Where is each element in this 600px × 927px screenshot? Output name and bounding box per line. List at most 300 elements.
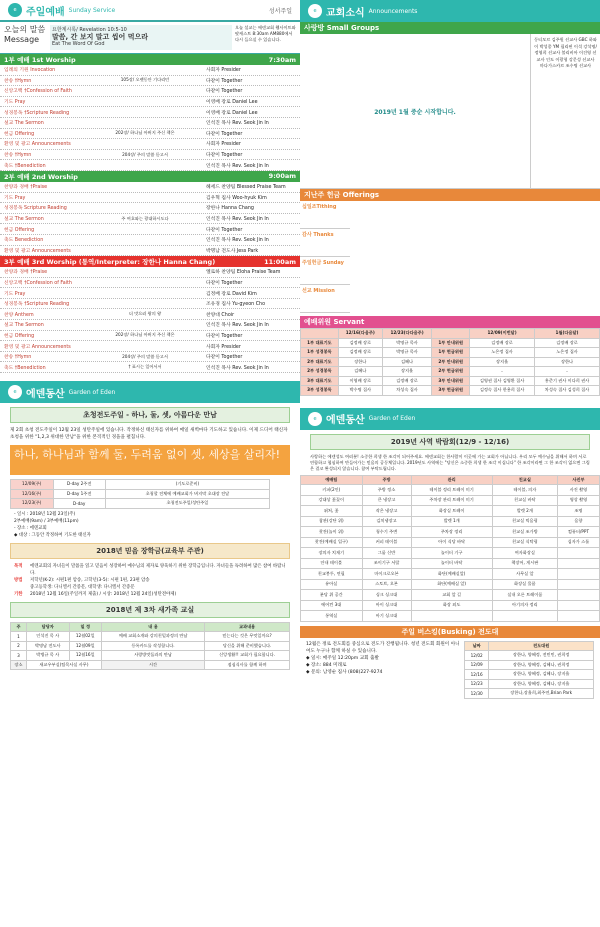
busking-paragraph: 12월은 정로 전도회를 중심으로 전도가 진행됩니다. 청년 전도회 회원이 아니여도 누구나 함께 하실 수 있습니다. <box>306 641 460 654</box>
newfamily-foot: 장소 <box>11 660 27 670</box>
order-cell: 축도 †Benediction <box>4 365 46 371</box>
invite-banner: 하나, 하나님과 함께 둘, 두려움 없이 셋, 세상을 살리자! <box>10 445 290 475</box>
newfamily-head: 주 <box>11 622 27 632</box>
table-cell: 화단(예배실앞) <box>411 569 492 580</box>
order-cell: 김우혁 집사 Woo-hyuk Kim <box>206 195 267 201</box>
table-cell: 12/16 <box>465 670 489 680</box>
bazaar-head: 예배팀 <box>301 475 363 485</box>
table-cell: 테이블 정리 트레이 미기 <box>411 485 492 496</box>
message-content <box>50 25 232 50</box>
eden-title: 에덴동산 <box>26 388 65 400</box>
table-cell: 박명규 목사 <box>382 348 432 358</box>
order-cell: 인석진 목사 Rev. Seok Jin In <box>206 365 269 371</box>
order-row <box>0 352 300 363</box>
eden-header-left <box>0 381 300 403</box>
order-row <box>0 214 300 225</box>
newfamily-head: 내 용 <box>101 622 204 632</box>
table-cell: 초청전도주일/성탄주일 <box>105 499 269 509</box>
table-cell: 강대상 꽃꽂이 <box>301 495 363 506</box>
table-cell: 컴퓨터/PPT <box>557 527 599 538</box>
order-cell: 조유경 집사 Yu-gyeon Cho <box>206 302 266 308</box>
table-cell: 김정숙 집사 한용희 집사 <box>470 386 535 396</box>
scholarship-item <box>0 577 300 584</box>
table-cell: 12/16(주) <box>11 489 54 499</box>
offering-label: 선교 Mission <box>300 285 350 313</box>
table-cell: 김정배 장로 <box>338 338 382 348</box>
order-cell: 환영 및 광고 Announcements <box>4 248 71 254</box>
order-cell: 인석진 목사 Rev. Seok Jin In <box>206 238 269 244</box>
table-cell: 영상 촬영 <box>557 495 599 506</box>
busking-row <box>465 651 594 661</box>
table-cell: 놀이터 바닥 <box>411 558 492 569</box>
bazaar-row <box>301 600 600 611</box>
newfamily-head: 일 정 <box>69 622 101 632</box>
servant-head: 12/16(다음주) <box>338 329 382 339</box>
schedule-row <box>11 480 270 490</box>
busking-head: 전도대원 <box>489 641 594 651</box>
table-cell <box>492 611 557 622</box>
scholarship-label: 방법 <box>14 577 23 583</box>
table-cell <box>557 611 599 622</box>
order-cell: 설교 The Sermon <box>4 121 44 127</box>
page-title: 주일예배 <box>26 6 65 18</box>
servant-row <box>301 386 600 396</box>
scholarship-text: 2018년 12월 16일(주일까지 제출) / 시상: 2018년 12월 24일(성탄전야제) <box>30 591 177 597</box>
table-cell: 등록카드를 작성합니다. <box>101 641 204 651</box>
table-cell: 여자화장실 <box>492 548 557 559</box>
scholarship-title: 2018년 믿음 장학금(교육부 주관) <box>10 543 290 559</box>
order-cell: 입례의 기원 Invocation <box>4 68 56 74</box>
order-cell: 202장/ 하나님 아버지 주신 책은 <box>115 332 175 338</box>
table-cell: 12/23 <box>465 679 489 689</box>
table-cell: (기도로준비) <box>105 480 269 490</box>
worship2-list <box>0 182 300 256</box>
table-cell: 2부 헌금위원 <box>432 367 470 377</box>
table-cell: 스토브, 오븐 <box>362 579 411 590</box>
message-en: Eat The Word Of God <box>52 41 105 47</box>
bazaar-row <box>301 516 600 527</box>
table-cell: 박명남 전도사 <box>26 641 69 651</box>
order-cell: 설교 The Sermon <box>4 217 44 223</box>
offering-label: 감사 Thanks <box>300 229 350 257</box>
order-cell: 인석진 목사 Rev. Seok Jin In <box>206 121 269 127</box>
table-cell: D-day <box>53 499 105 509</box>
scholarship-text: 저학년(K-2): 시편1편 암송, 고학년(3-5): 시편 1편, 23편 암송 <box>30 577 150 583</box>
order-cell: 환영 및 광고 Announcements <box>4 142 71 148</box>
table-cell: 이영배 장로 <box>338 376 382 386</box>
message-verse: 요한계시록/ Revelation 10:5-10 <box>52 27 127 33</box>
table-cell: 분당 위 공간 <box>301 590 363 601</box>
table-cell: 아기의자 정리 <box>492 600 557 611</box>
table-cell: 화단(예배실 앞) <box>411 579 492 590</box>
busking-row <box>465 689 594 699</box>
order-cell: 기도 Pray <box>4 100 26 106</box>
newfamily-row <box>11 632 290 642</box>
table-cell: 실내 오른 트레이룸 <box>492 590 557 601</box>
bazaar-row <box>301 611 600 622</box>
order-cell: 주 여호와는 광대하시도다 <box>121 215 169 221</box>
busking-title: 주일 버스킹(Busking) 전도대 <box>300 626 600 638</box>
servant-row <box>301 348 600 358</box>
table-cell: 12월09일 <box>69 641 101 651</box>
bazaar-row <box>301 558 600 569</box>
order-cell: 엘로하 찬양팀 Eloha Praise Team <box>206 270 281 276</box>
table-cell: 조이기구 서랍 <box>362 558 411 569</box>
order-cell: 찬양과 경배 †Praise <box>4 270 48 276</box>
servant-head <box>301 329 339 339</box>
table-cell: D-day 1주전 <box>53 489 105 499</box>
table-cell: 2 <box>11 641 27 651</box>
missionary-list: 동티모르 김주원 선교사 GBC 하와이 박성종 YM 필리핀 이석 강석명/정영희 선교사 볼리비아 이건영 선교사 인도 이광형 강문성 선교사 마다가스카르 조수명 선교사 <box>530 34 600 188</box>
eden-title: 에덴동산 <box>326 415 365 426</box>
eden-header-right <box>300 408 600 430</box>
busking-body <box>300 638 600 702</box>
table-cell: 초청할 전체에 예배교회가 버지막 초대장 전달 <box>105 489 269 499</box>
table-cell: 아이 식당 바닥 <box>411 537 492 548</box>
worship3-bar <box>0 256 300 267</box>
offering-label: 십일조Tithing <box>300 201 350 229</box>
bazaar-row <box>301 495 600 506</box>
table-cell: 차성숙 집사 <box>382 386 432 396</box>
servant-row <box>301 357 600 367</box>
table-cell: 신앙생활!! 교회가 필요합니다. <box>205 651 290 661</box>
table-cell: 12월02일 <box>69 632 101 642</box>
order-cell: 다같이 Together <box>206 89 243 95</box>
order-cell: 인석진 목사 Rev. Seok Jin In <box>206 163 269 169</box>
invite-notes <box>0 511 300 539</box>
table-cell: 김정배 장로 <box>535 338 600 348</box>
table-cell <box>557 600 599 611</box>
order-row <box>0 65 300 76</box>
order-cell: 찬양 Anthem <box>4 312 34 318</box>
scholarship-label <box>14 584 30 591</box>
table-cell: 청수기 주변 <box>362 527 411 538</box>
order-cell: 인석진 목사 Rev. Seok Jin In <box>206 323 269 329</box>
worship1-title: 1부 예배 1st Worship <box>4 56 76 64</box>
table-cell: 12월16일 <box>69 651 101 661</box>
table-cell: 장한나, 양혜정, 김혜나, 권희정 <box>489 660 594 670</box>
order-row <box>0 182 300 193</box>
table-cell: 12/30 <box>465 689 489 699</box>
order-cell: 축도 Benediction <box>4 238 44 244</box>
table-cell: 김영권 집사 김영환 집사 <box>470 376 535 386</box>
order-cell: 다같이 Together <box>206 280 243 286</box>
busking-row <box>465 670 594 680</box>
table-cell: 2부 성경봉독 <box>301 367 339 377</box>
table-cell: 에어컨 3대 <box>301 600 363 611</box>
table-cell: 퓌쳐, 꽃 <box>301 506 363 517</box>
order-cell: 더 맛으러 왕의 왕 <box>128 311 162 317</box>
newfamily-row <box>11 651 290 661</box>
table-cell: 교회 앞 길 <box>411 590 492 601</box>
table-cell <box>411 611 492 622</box>
table-cell: 큰 냉장고 <box>362 495 411 506</box>
table-cell: 친교실 믹음평 <box>492 516 557 527</box>
table-cell: 차성숙 집사 김성희 집사 <box>535 386 600 396</box>
order-cell: 기도 Pray <box>4 195 26 201</box>
table-cell: 마이크로오븐 <box>362 569 411 580</box>
order-cell: 다같이 Together <box>206 153 243 159</box>
worship2-time: 9:00am <box>268 172 296 181</box>
table-cell: 장한나, 양혜정, 김혜나, 장지율 <box>489 679 594 689</box>
order-row <box>0 224 300 235</box>
newfamily-foot: 시간 <box>101 660 204 670</box>
table-cell: 화장 외도 <box>411 600 492 611</box>
table-cell: 장지율 <box>470 357 535 367</box>
table-cell: 장한나, 양혜정, 김혜나, 장지율 <box>489 670 594 680</box>
order-cell: 신앙고백 †Confession of Faith <box>4 89 72 95</box>
table-cell: 음향 <box>557 516 599 527</box>
table-cell: 2부 안내위원 <box>432 357 470 367</box>
order-row <box>0 118 300 129</box>
table-cell: 장한나, 양혜정, 전민민, 권희정 <box>489 651 594 661</box>
table-cell: 1부 대표기도 <box>301 338 339 348</box>
bazaar-paragraph: 사랑하는 에덴성도 여러분! 소중한 희생 한 조각이 되어주세요. 에덴교회는 한사람이 이곳에 가는 교회가 아닙니다. 우리 모두 예수님을 위해서 하며 서로 연합하고 협심하여 만들어가는 믿음의 공동체입니다. 2019년도 사역에는 "당신은 소중한 희생 한 조각 이십니다" 한 조각이라면 그 한 조각이 없으면 그림은 결코 완성되지 않습니다. 참여 부탁드립니다. <box>310 453 590 471</box>
order-cell: 다같이 Together <box>206 78 243 84</box>
order-row <box>0 76 300 87</box>
order-cell: 202장/ 하나님 아버지 주신 책은 <box>115 130 175 136</box>
table-cell: 3 <box>11 651 27 661</box>
order-cell: 다같이 Together <box>206 227 243 233</box>
order-row <box>0 309 300 320</box>
order-cell: 축도 †Benediction <box>4 163 46 169</box>
small-groups-note: 2019년 1월 중순 시작합니다. <box>374 108 456 116</box>
order-row <box>0 203 300 214</box>
table-cell: 김정배 장로 <box>338 348 382 358</box>
table-cell: 12/09(주) <box>11 480 54 490</box>
newfamily-head: 담당자 <box>26 622 69 632</box>
table-cell: 친교실 식탁평 <box>492 537 557 548</box>
servant-head: 12/23(다다음주) <box>382 329 432 339</box>
scholarship-label: 목적 <box>14 563 23 569</box>
order-cell: 찬송 †Hymn <box>4 153 32 159</box>
table-cell: 인석진 목 사 <box>26 632 69 642</box>
table-cell: 싱크 싱크대 <box>362 590 411 601</box>
order-cell: 김정배 장로 David Kim <box>206 291 257 297</box>
page-subtitle: Sunday Service <box>68 6 116 14</box>
order-row <box>0 320 300 331</box>
offerings-title: 지난주 헌금 Offerings <box>300 189 600 201</box>
order-cell: † 표시는 일어서서 <box>128 364 162 370</box>
table-cell: 장지율 <box>382 367 432 377</box>
order-cell: 찬양대 Choir <box>206 312 235 318</box>
bazaar-row <box>301 590 600 601</box>
order-cell: 다같이 Together <box>206 333 243 339</box>
scholarship-item <box>0 591 300 598</box>
table-cell: 커피 테이블 <box>362 537 411 548</box>
table-cell: 십자가 스톨 <box>557 537 599 548</box>
worship2-title: 2부 예배 2nd Worship <box>4 172 78 181</box>
table-cell: 1부 안내위원 <box>432 338 470 348</box>
order-cell: 헌금 Offering <box>4 227 35 233</box>
order-row <box>0 193 300 204</box>
table-cell: 안내 테이블 <box>301 558 363 569</box>
order-cell: 환영 및 광고 Announcements <box>4 344 71 350</box>
table-cell: 놀이터 기구 <box>411 548 492 559</box>
small-groups-body <box>300 34 600 189</box>
message-label: 오늘의 말씀 Message <box>4 25 46 44</box>
worship3-list <box>0 267 300 373</box>
order-row <box>0 150 300 161</box>
table-cell: 노은정 집사 <box>535 348 600 358</box>
order-cell: 기도 Pray <box>4 291 26 297</box>
table-cell: 믿는다는 것은 무엇일까요? <box>205 632 290 642</box>
eden-logo-icon: e <box>8 3 22 17</box>
newfamily-foot: 점심식사를 함께 하며 <box>205 660 290 670</box>
table-cell: 통역실 <box>301 611 363 622</box>
table-cell: 예배 교회소개와 강의친밀과정의 만남 <box>101 632 204 642</box>
announcements-header <box>300 0 600 22</box>
order-row <box>0 160 300 171</box>
table-cell: 아이 싱크대 <box>362 600 411 611</box>
eden-logo-icon: e <box>308 4 322 18</box>
worship1-bar <box>0 54 300 65</box>
order-cell: 성경봉독 †Scripture Reading <box>4 110 70 116</box>
table-cell: 12/02 <box>465 651 489 661</box>
order-cell: 찬송 †Hymn <box>4 78 32 84</box>
scholarship-list <box>0 563 300 598</box>
order-cell: 헤세드 찬양팀 Blessed Praise Team <box>206 185 286 191</box>
table-cell: 박수명 집사 <box>338 386 382 396</box>
table-cell: 주방 정소 <box>362 485 411 496</box>
order-cell: 장한나 Hanna Chang <box>206 206 254 212</box>
order-cell: 204장/ 주의 말씀 듣고서 <box>122 353 168 359</box>
table-cell: 홍준기 권사 이다희 권사 <box>535 376 600 386</box>
order-cell: 찬양과 경배 †Praise <box>4 185 48 191</box>
table-cell: - <box>535 367 600 377</box>
order-row <box>0 86 300 97</box>
bazaar-row <box>301 548 600 559</box>
bazaar-head: 사진부 <box>557 475 599 485</box>
newfamily-head: 교과내용 <box>205 622 290 632</box>
table-cell: 찻잔(놀이 위) <box>301 527 363 538</box>
worship2-bar <box>0 171 300 182</box>
table-cell: 3부 성경봉독 <box>301 386 339 396</box>
table-cell: 3부 헌금위원 <box>432 386 470 396</box>
bazaar-head: 주방 <box>362 475 411 485</box>
bazaar-row <box>301 579 600 590</box>
worship3-title: 3부 예배 3rd Worship (통역/Interpreter: 장한나 Hanna Chang) <box>4 258 216 267</box>
table-cell <box>557 569 599 580</box>
table-cell: 장의자 치재기 <box>301 548 363 559</box>
order-cell: 204장/ 주의 말씀 듣고서 <box>122 151 168 157</box>
servant-head: 1월(다음달) <box>535 329 600 339</box>
bazaar-row <box>301 537 600 548</box>
right-column <box>300 0 600 927</box>
sunday-service-header <box>0 0 300 22</box>
eden-subtitle: Garden of Eden <box>68 388 116 396</box>
table-cell: 12/09 <box>465 660 489 670</box>
scholarship-text: 중고등학생: 다니엘서 간증문, 대학생: 다니엘서 간증문 <box>30 584 135 590</box>
order-cell: 105장/ 오랫동안 기다리던 <box>120 77 170 83</box>
table-cell: 사진 촬영 <box>557 485 599 496</box>
order-cell: 신앙고백 †Confession of Faith <box>4 280 72 286</box>
order-cell: 다같이 Together <box>206 355 243 361</box>
order-row <box>0 288 300 299</box>
order-row <box>0 97 300 108</box>
order-cell: 이영배 장로 Daniel Lee <box>206 110 258 116</box>
table-cell: 조명 <box>557 506 599 517</box>
worship1-list <box>0 65 300 171</box>
order-cell: 다같이 Together <box>206 131 243 137</box>
table-cell: 발렛 2개 <box>492 506 557 517</box>
small-groups-title: 사랑방 Small Groups <box>300 22 600 34</box>
table-cell: 주차장 정리 <box>411 527 492 538</box>
table-cell: 김정배 장로 <box>382 376 432 386</box>
order-row <box>0 107 300 118</box>
table-cell: 찻잔(예배실 입구) <box>301 537 363 548</box>
busking-item: ◆ 장소: 884 미래로 <box>306 662 347 668</box>
table-cell: 3부 대표기도 <box>301 376 339 386</box>
order-cell: 설교 The Sermon <box>4 323 44 329</box>
order-cell: 박명남 전도사 Jess Park <box>206 248 259 254</box>
scholarship-item <box>0 563 300 577</box>
table-cell: 노은정 집사 <box>470 348 535 358</box>
table-cell: 책장어, 게시판 <box>492 558 557 569</box>
order-row <box>0 267 300 278</box>
order-cell: 성경봉독 †Scripture Reading <box>4 302 70 308</box>
order-row <box>0 299 300 310</box>
sunday-label: 성서주일 <box>268 7 292 15</box>
table-cell: 키퍼(2인) <box>301 485 363 496</box>
invite-title: 초청전도주일 - 하나, 둘, 셋, 아름다운 만남 <box>10 407 290 423</box>
announcements-title: 교회소식 <box>326 7 365 19</box>
table-cell: 아기 싱크대 <box>362 611 411 622</box>
servant-row <box>301 338 600 348</box>
table-cell: 화장실 트레이 <box>411 506 492 517</box>
bazaar-row <box>301 527 600 538</box>
scholarship-text: 에덴교회의 자녀들이 말씀을 읽고 믿음이 성장하여 예수님의 제자로 양육하기 위한 장학금입니다. 자녀들을 독려하여 많은 참여 바랍니다. <box>30 563 286 576</box>
table-cell: 사랑방맛돌과의 만남 <box>101 651 204 661</box>
order-row <box>0 362 300 373</box>
busking-item: ◆ 문의: 남영순 집사 (808)227-9274 <box>306 669 383 675</box>
table-cell: 참관(강단 위) <box>301 516 363 527</box>
table-cell: 12/23(주) <box>11 499 54 509</box>
table-cell: 김치냉장고 <box>362 516 411 527</box>
table-cell: 유아실 <box>301 579 363 590</box>
servant-row <box>301 376 600 386</box>
order-cell: 성경봉독 Scripture Reading <box>4 206 67 212</box>
table-cell: 박병규 목 사 <box>26 651 69 661</box>
order-row <box>0 278 300 289</box>
busking-table <box>464 641 594 699</box>
newfamily-title: 2018년 제 3차 새가족 교실 <box>10 602 290 618</box>
order-cell: 헌금 Offering <box>4 333 35 339</box>
table-cell <box>557 590 599 601</box>
order-cell: 헌금 Offering <box>4 131 35 137</box>
message-box <box>0 22 300 54</box>
table-cell: 발렛 1개 <box>411 516 492 527</box>
order-cell: 사회자 Presider <box>206 344 241 350</box>
table-cell: D-day 2주전 <box>53 480 105 490</box>
table-cell: 친교실 조가방 <box>492 527 557 538</box>
table-cell: 작은 냉장고 <box>362 506 411 517</box>
scholarship-item <box>0 584 300 591</box>
order-row <box>0 139 300 150</box>
bazaar-head: 관리 <box>411 475 492 485</box>
newfamily-foot: 새교우부실(팀목사실 사무) <box>26 660 101 670</box>
bazaar-row <box>301 485 600 496</box>
busking-info <box>306 641 460 699</box>
order-row <box>0 341 300 352</box>
table-cell: - <box>470 367 535 377</box>
table-cell: 친교봉투, 연필 <box>301 569 363 580</box>
invite-note: - 장소 : 에덴교회 <box>14 525 47 531</box>
servant-title: 예배위원 Servant <box>300 316 600 328</box>
servant-row <box>301 367 600 377</box>
message-note: 오늘 설교는 에덴교회 웹사이트와 팟캐스트 8:30am AM880에서 다시 들으실 수 있습니다. <box>235 25 296 42</box>
message-title: 말씀, 간 보지 말고 씹어 먹으라 <box>52 33 148 41</box>
